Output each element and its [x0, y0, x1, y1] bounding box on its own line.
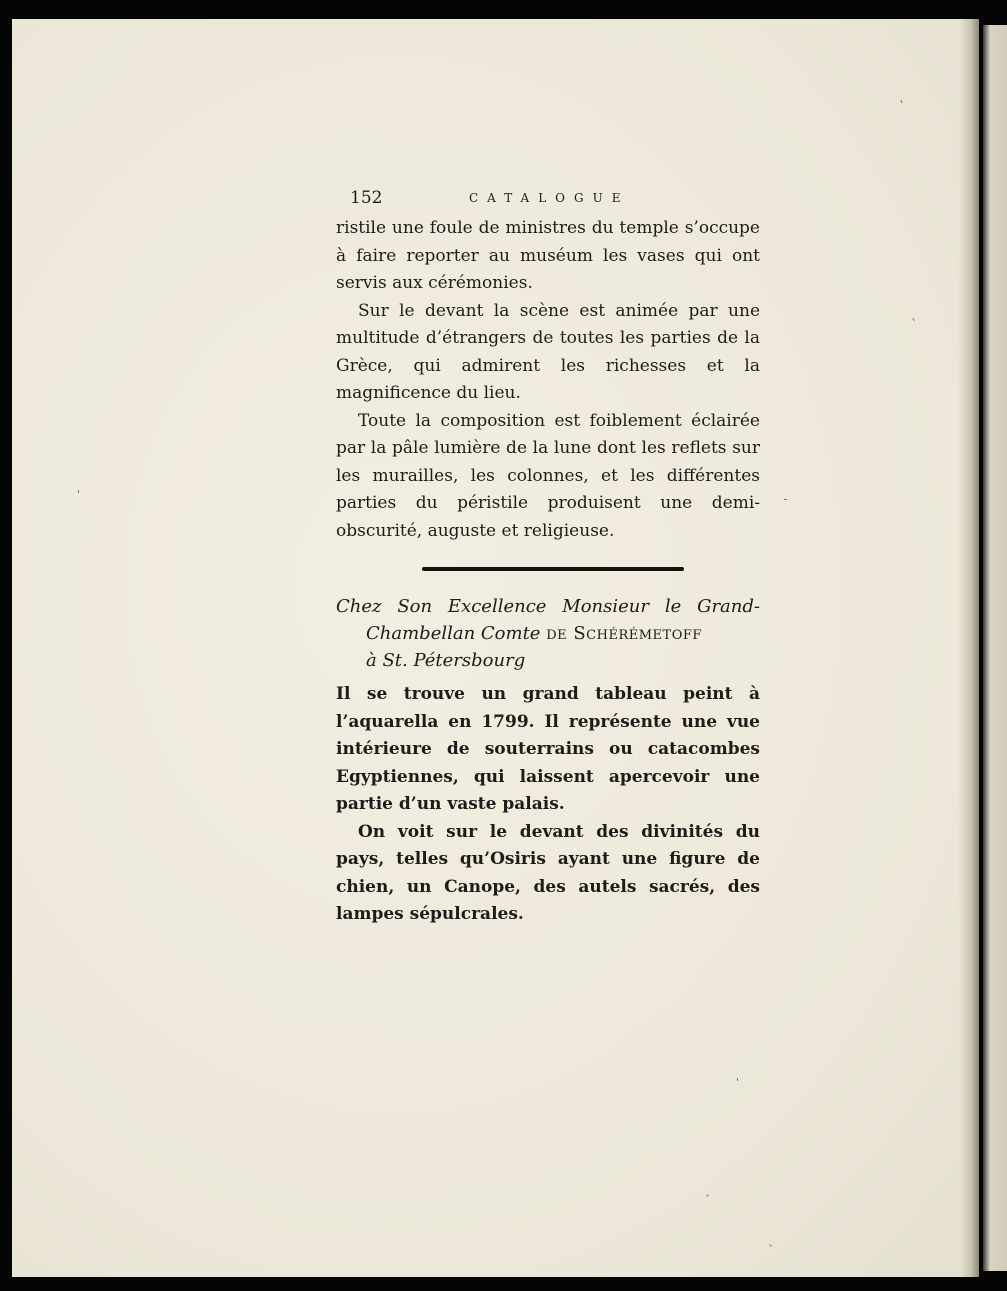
section-heading-line: à St. Pétersbourg	[366, 650, 526, 671]
paragraph-continued: ristile une foule de ministres du temple s’occupe à faire reporter au muséum les vases qui ont servis aux cérémonies.	[336, 218, 760, 293]
paper-speck	[78, 490, 79, 493]
paragraph: Il se trouve un grand tableau peint à l’aquarella en 1799. Il représente une vue intérieure de souterrains ou catacombes Egyptiennes, qui laissent apercevoir une partie d’un vaste palais.	[336, 684, 760, 814]
paper-speck	[769, 1244, 772, 1247]
paper-speck	[901, 100, 903, 103]
section-body	[336, 681, 760, 929]
paragraph: Toute la composition est foiblement éclairée par la pâle lumière de la lune dont les reflets sur les murailles, les colonnes, et les différentes parties du péristile produisent une demi-obscurité, auguste et religieuse.	[336, 410, 760, 541]
paper-speck	[706, 1194, 709, 1196]
paragraph: Sur le devant la scène est animée par une multitude d’étrangers de toutes les parties de la Grèce, qui admirent les richesses et la magnificence du lieu.	[336, 300, 760, 403]
paragraph: On voit sur le devant des divinités du pays, telles qu’Osiris ayant une figure de chien, un Canope, des autels sacrés, des lampes sépulcrales.	[336, 821, 760, 924]
section-divider-rule	[422, 567, 684, 571]
running-title: CATALOGUE	[469, 191, 630, 205]
facing-page-edge	[983, 25, 1007, 1271]
running-head	[336, 181, 760, 215]
text-block	[336, 181, 760, 929]
paper-speck	[784, 499, 787, 500]
section-heading-smallcaps: de Schérémetoff	[546, 623, 702, 644]
paper-speck	[912, 318, 914, 321]
page-number: 152	[350, 188, 383, 208]
page-gutter	[959, 19, 979, 1277]
paper-speck	[737, 1078, 739, 1081]
section-heading-line: Chez Son Excellence Monsieur le Grand-	[336, 596, 760, 617]
section-heading-line	[336, 620, 760, 647]
section-heading	[336, 593, 760, 674]
section-heading-italic: Chambellan Comte	[366, 623, 541, 644]
